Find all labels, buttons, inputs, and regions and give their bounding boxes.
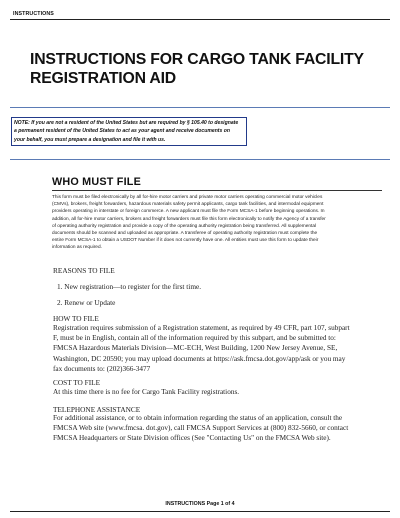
cost-text: At this time there is no fee for Cargo Tank Facility registrations. [53,388,240,396]
who-line: (CMVs), brokers, freight forwarders, hazardous materials safety permit applicants, cargo tank facilities, and intermodal equipment [52,202,324,208]
header-rule [10,19,390,20]
telephone-heading: TELEPHONE ASSISTANCE [53,405,141,414]
who-line: This form must be filed electronically by all for-hire motor carriers and private motor carriers operating commercial motor vehicles [52,195,323,200]
how-to-file-text [53,323,383,374]
page-title [30,50,370,88]
note-divider [10,159,390,160]
how-line: Registration requires submission of a Registration statement, as required by 49 CFR, part 107, subpart [53,324,350,332]
how-line: F, must be in English, contain all of the information required by this subpart, and be submitted to: [53,334,336,343]
how-to-file-heading: HOW TO FILE [53,314,99,323]
note-line-2: a permanent resident of the United States to act as your agent and receive documents on [14,128,230,135]
who-line: entire Form MCSA-1 to obtain a USDOT Number if it does not currently have one. All entities must use this form to update their [52,238,319,244]
note-line-1: NOTE: If you are not a resident of the United States but are required by § 105.40 to designate [14,120,239,126]
footer-rule [10,511,390,512]
header-label: INSTRUCTIONS [13,11,54,17]
page-title-line-1: INSTRUCTIONS FOR CARGO TANK FACILITY [30,51,364,68]
who-must-file-heading: WHO MUST FILE [52,176,141,188]
reason-item-2: 2. Renew or Update [57,298,116,307]
reasons-heading: REASONS TO FILE [53,266,115,275]
telephone-line: FMCSA Headquarters or State Division offices (See "Contacting Us" on the FMCSA Web site). [53,434,331,443]
who-line: providers operating in interstate or foreign commerce. A new applicant must file the Form MCSA-1 before beginning operations. In [52,209,325,215]
who-line: addition, all for-hire motor carriers, brokers and freight forwarders must file this form electronically to notify the Agency of a transfer [52,216,326,222]
telephone-line: For additional assistance, or to obtain information regarding the status of an application, consult the [53,414,343,422]
title-divider [10,107,390,108]
who-line: documents should be scanned and uploaded as appropriate. A transferee of operating authority registration must complete the [52,231,318,237]
how-line: fax documents to: (202)366-3477 [53,364,151,373]
reason-item-1: 1. New registration—to register for the first time. [57,282,202,291]
telephone-text [53,413,383,444]
how-line: FMCSA Hazardous Materials Division—MC-ECH, West Building, 1200 New Jersey Avenue, SE, [53,344,338,353]
note-box [11,117,247,146]
note-line-3: your behalf, you must prepare a designation and file it with us. [14,136,166,143]
page-title-line-2: REGISTRATION AID [30,70,176,87]
who-must-file-text [52,194,386,252]
who-line: information as required. [52,245,102,251]
cost-heading: COST TO FILE [53,378,101,387]
how-line: Washington, DC 20590; you may upload documents at https://ask.fmcsa.dot.gov/app/ask or you may [53,354,346,363]
who-line: of operating authority registration and provide a copy of the operating authority registration being transferred. All supplemental [52,223,317,229]
telephone-line: FMCSA Web site (www.fmcsa. dot.gov), call FMCSA Support Services at (800) 832-5660, or contact [53,424,349,433]
footer-page-label: INSTRUCTIONS Page 1 of 4 [165,501,235,507]
who-must-file-rule [52,190,382,191]
